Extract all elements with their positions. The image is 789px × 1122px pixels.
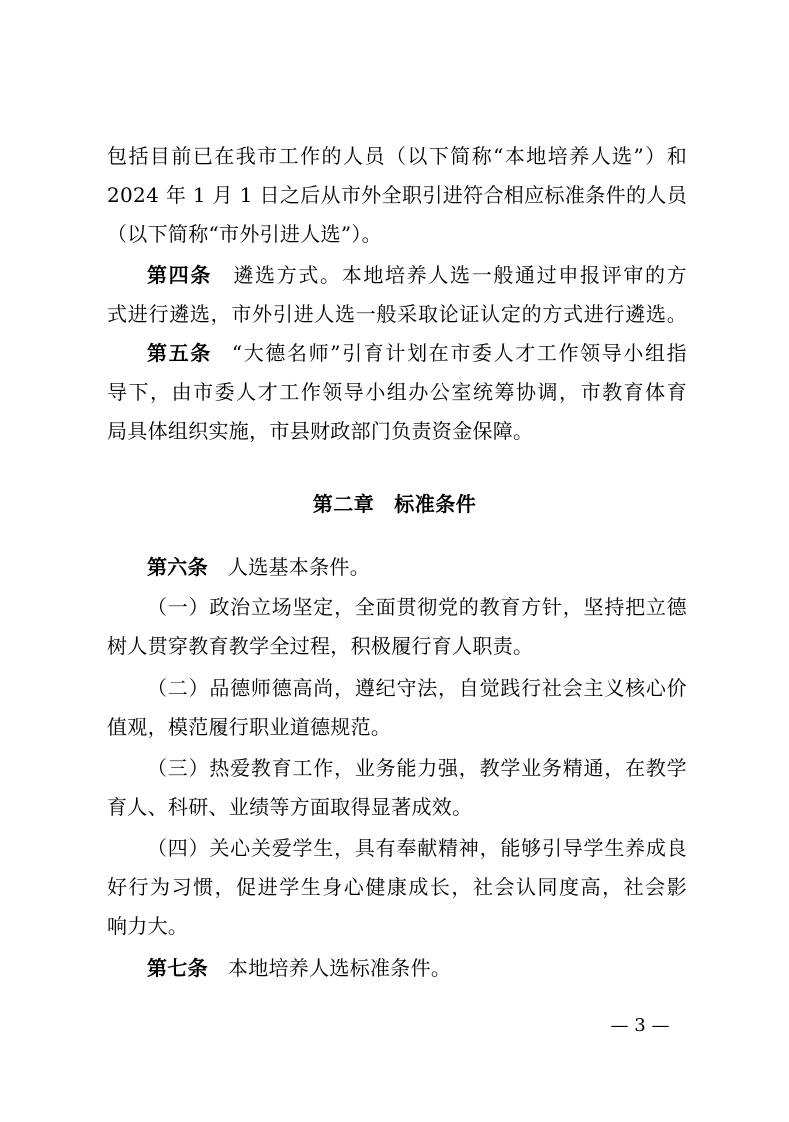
text-line: 导下，由市委人才工作领导小组办公室统筹协调，市教育体育	[107, 380, 687, 404]
list-item-2-line: （二）品德师德高尚，遵纪守法，自觉践行社会主义核心价	[147, 676, 687, 700]
article-text: 人选基本条件。	[227, 555, 371, 579]
text-line: （以下简称“市外引进人选”）。	[107, 222, 382, 246]
article-label: 第五条	[147, 341, 212, 365]
article-text: “大德名师”引育计划在市委人才工作领导小组指	[231, 341, 687, 365]
text-line: 树人贯穿教育教学全过程，积极履行育人职责。	[107, 634, 534, 658]
article-label: 第四条	[147, 263, 212, 287]
text-line: 育人、科研、业绩等方面取得显著成效。	[107, 795, 473, 819]
list-item-4-line: （四）关心关爱学生，具有奉献精神，能够引导学生养成良	[147, 836, 687, 860]
text-line: 式进行遴选，市外引进人选一般采取论证认定的方式进行遴选。	[107, 302, 687, 326]
chapter-number: 第二章	[312, 492, 375, 516]
article-6-first-line	[107, 554, 687, 580]
chapter-title: 标准条件	[394, 492, 477, 516]
article-text: 遴选方式。本地培养人选一般通过申报评审的方	[232, 263, 687, 287]
list-item-1-line: （一）政治立场坚定，全面贯彻党的教育方针，坚持把立德	[147, 595, 687, 619]
article-text: 本地培养人选标准条件。	[227, 956, 452, 980]
text-line: 局具体组织实施，市县财政部门负责资金保障。	[107, 419, 534, 443]
page-number: — 3 —	[610, 1015, 670, 1036]
text-line: 好行为习惯，促进学生身心健康成长，社会认同度高，社会影	[107, 875, 687, 899]
article-label: 第六条	[147, 555, 208, 579]
article-7-first-line	[107, 955, 687, 981]
article-4-first-line	[107, 262, 687, 288]
article-label: 第七条	[147, 956, 208, 980]
text-line: 2024 年 1 月 1 日之后从市外全职引进符合相应标准条件的人员	[107, 183, 687, 207]
chapter-heading	[0, 491, 789, 517]
list-item-3-line: （三）热爱教育工作，业务能力强，教学业务精通，在教学	[147, 756, 687, 780]
text-line: 包括目前已在我市工作的人员（以下简称“本地培养人选”）和	[107, 144, 687, 168]
article-5-first-line	[107, 340, 687, 366]
text-line: 响力大。	[107, 914, 189, 938]
text-line: 值观，模范履行职业道德规范。	[107, 715, 392, 739]
